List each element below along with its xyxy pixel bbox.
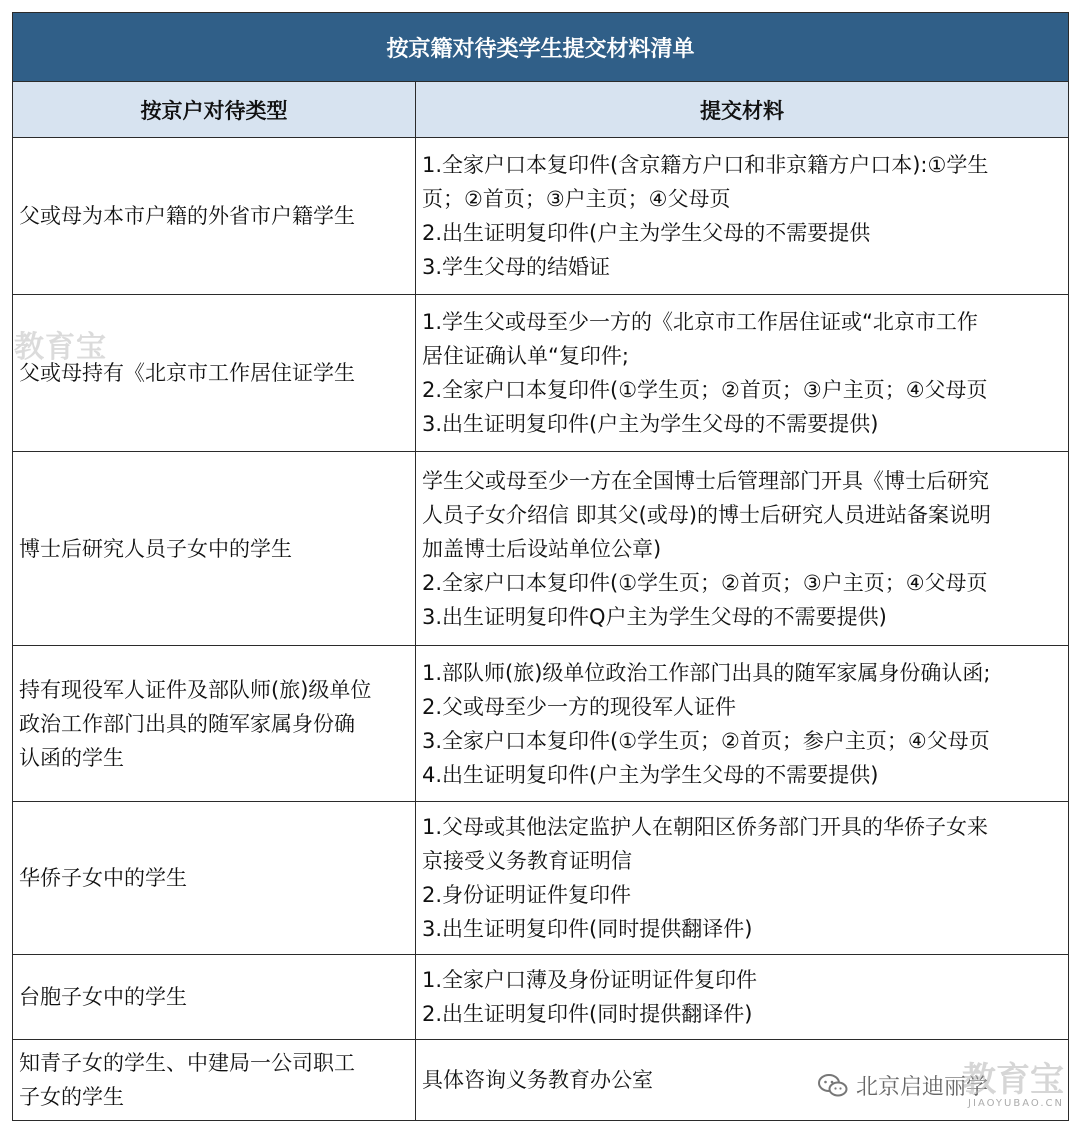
header-materials: 提交材料 [416,82,1069,138]
material-line: 学生父或母至少一方在全国博士后管理部门开具《博士后研究 [422,468,989,493]
category-cell [13,802,416,955]
table-body [13,138,1069,1121]
materials-table-frame [12,12,1068,1120]
category-line: 认函的学生 [19,745,124,770]
material-line: 具体咨询义务教育办公室 [422,1068,653,1092]
category-cell [13,295,416,452]
material-line: 3.全家户口本复印件(①学生页；②首页；参户主页；④父母页 [422,728,990,753]
category-cell [13,1040,416,1121]
table-header-row [13,82,1069,138]
materials-cell [416,295,1069,452]
category-cell [13,955,416,1040]
material-line: 4.出生证明复印件(户主为学生父母的不需要提供) [422,762,879,787]
table-row [13,295,1069,452]
category-line: 博士后研究人员子女中的学生 [19,536,292,561]
materials-cell [416,955,1069,1040]
material-line: 1.学生父或母至少一方的《北京市工作居住证或“北京市工作 [422,310,978,334]
material-line: 2.父或母至少一方的现役军人证件 [422,694,737,719]
material-line: 加盖博士后设站单位公章) [422,536,662,561]
material-line: 页；②首页；③户主页；④父母页 [422,187,731,211]
material-line: 1.全家户口本复印件(含京籍方户口和非京籍方户口本):①学生 [422,153,989,177]
table-row [13,955,1069,1040]
material-line: 2.出生证明复印件(户主为学生父母的不需要提供 [422,221,871,245]
materials-cell [416,452,1069,646]
material-line: 3.学生父母的结婚证 [422,255,611,279]
materials-cell [416,1040,1069,1121]
material-line: 居住证确认单“复印件; [422,344,629,368]
materials-cell [416,646,1069,802]
table-title: 按京籍对待类学生提交材料清单 [13,13,1069,82]
category-cell [13,646,416,802]
material-line: 2.全家户口本复印件(①学生页；②首页；③户主页；④父母页 [422,570,988,595]
material-line: 1.部队师(旅)级单位政治工作部门出具的随军家属身份确认函; [422,660,991,685]
material-line: 2.全家户口本复印件(①学生页；②首页；③户主页；④父母页 [422,378,988,402]
material-line: 3.出生证明复印件Q户主为学生父母的不需要提供) [422,604,887,629]
material-line: 2.出生证明复印件(同时提供翻译件) [422,1002,753,1026]
table-row [13,1040,1069,1121]
watermark-left: 教育宝 [14,330,107,365]
table-row [13,138,1069,295]
watermark-domain: JIAOYUBAO.CN [968,1098,1064,1109]
category-line: 知青子女的学生、中建局一公司职工 [19,1051,355,1075]
category-line: 父或母为本市户籍的外省市户籍学生 [19,204,355,228]
material-line: 1.全家户口薄及身份证明证件复印件 [422,968,758,992]
materials-table [12,12,1069,1121]
category-line: 持有现役军人证件及部队师(旅)级单位 [19,677,372,702]
category-line: 父或母持有《北京市工作居住证学生 [19,361,355,385]
watermark-account-name: 北京启迪丽学 [855,1075,988,1100]
material-line: 2.身份证明证件复印件 [422,883,632,907]
table-row [13,452,1069,646]
category-line: 台胞子女中的学生 [19,985,187,1009]
materials-cell [416,802,1069,955]
material-line: 京接受义务教育证明信 [422,849,632,873]
table-title-row [13,13,1069,82]
header-category: 按京户对待类型 [13,82,416,138]
watermark-brand-name: 教育宝 [962,1060,1064,1100]
category-line: 子女的学生 [19,1085,124,1109]
materials-cell [416,138,1069,295]
category-cell [13,452,416,646]
material-line: 3.出生证明复印件(同时提供翻译件) [422,917,753,941]
category-line: 政治工作部门出具的随军家属身份确 [19,711,355,736]
category-cell [13,138,416,295]
material-line: 人员子女介绍信 即其父(或母)的博士后研究人员进站备案说明 [422,502,992,527]
category-line: 华侨子女中的学生 [19,866,187,890]
table-row [13,646,1069,802]
material-line: 3.出生证明复印件(户主为学生父母的不需要提供) [422,412,879,436]
material-line: 1.父母或其他法定监护人在朝阳区侨务部门开具的华侨子女来 [422,815,989,839]
table-row [13,802,1069,955]
